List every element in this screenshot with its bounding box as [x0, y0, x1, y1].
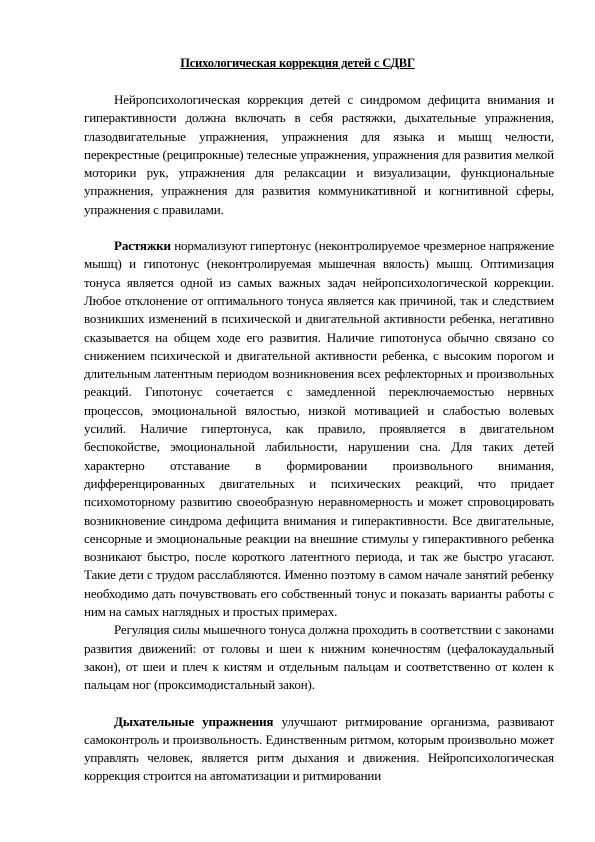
document-body	[84, 91, 554, 786]
paragraph-text: Регуляция силы мышечного тонуса должна проходить в соответствии с законами развития движений: от головы и шеи к нижним конечностям (цефалокаудальный закон), от шеи и плеч к кистям и отдельным пальцам и соответственно от колен к пальцам ног (проксимодистальный закон).	[84, 622, 554, 693]
paragraph-text: улучшают ритмирование организма, развивают самоконтроль и произвольность. Единственным ритмом, которым произвольно может управлять человек, является ритм дыхания и движения. Нейропсихологическая коррекция строится на автоматизации и ритмировании	[84, 713, 555, 784]
paragraph-muscle-tone	[84, 621, 554, 694]
paragraph-lead-term: Растяжки	[114, 238, 171, 254]
paragraph-breathing	[84, 713, 554, 786]
paragraph-lead-term: Дыхательные упражнения	[114, 713, 274, 729]
document-title: Психологическая коррекция детей с СДВГ	[180, 56, 415, 70]
paragraph-stretching	[84, 237, 554, 621]
paragraph-text: нормализуют гипертонус (неконтролируемое чрезмерное напряжение мышц) и гипотонус (неконтролируемая мышечная вялость) мышц. Оптимизация тонуса является одной из самых важных задач нейропсихологической коррекции. Любое отклонение от оптимального тонуса является как причиной, так и следствием возникших изменений в психической и двигательной активности ребенка, негативно сказывается на общем ходе его развития. Наличие гипотонуса обычно связано со снижением психической и двигательной активности ребенка, с высоким порогом и длительным латентным периодом возникновения всех рефлекторных и произвольных реакций. Гипотонус сочетается с замедленной переключаемостью нервных процессов, эмоциональной вялостью, низкой мотивацией и слабостью волевых усилий. Наличие гипертонуса, как правило, проявляется в двигательном беспокойстве, эмоциональной лабильности, нарушении сна. Для таких детей характерно отставание в формировании произвольного внимания, дифференцированных двигательных и психических реакций, что придает психомоторному развитию своеобразную неравномерность и может спровоцировать возникновение синдрома дефицита внимания и гиперактивности. Все двигательные, сенсорные и эмоциональные реакции на внешние стимулы у гиперактивного ребенка возникают быстро, после короткого латентного периода, и так же быстро угасают. Такие дети с трудом расслабляются. Именно поэтому в самом начале занятий ребенку необходимо дать почувствовать его собственный тонус и показать варианты работы с ним на самых наглядных и простых примерах.	[84, 238, 554, 620]
paragraph-intro	[84, 91, 554, 219]
paragraph-text: Нейропсихологическая коррекция детей с синдромом дефицита внимания и гиперактивности должна включать в себя растяжки, дыхательные упражнения, глазодвигательные упражнения, упражнения для языка и мышц челюсти, перекрестные (реципрокные) телесные упражнения, упражнения для развития мелкой моторики рук, упражнения для релаксации и визуализации, функциональные упражнения, упражнения для развития коммуникативной и когнитивной сферы, упражнения с правилами.	[84, 92, 554, 217]
